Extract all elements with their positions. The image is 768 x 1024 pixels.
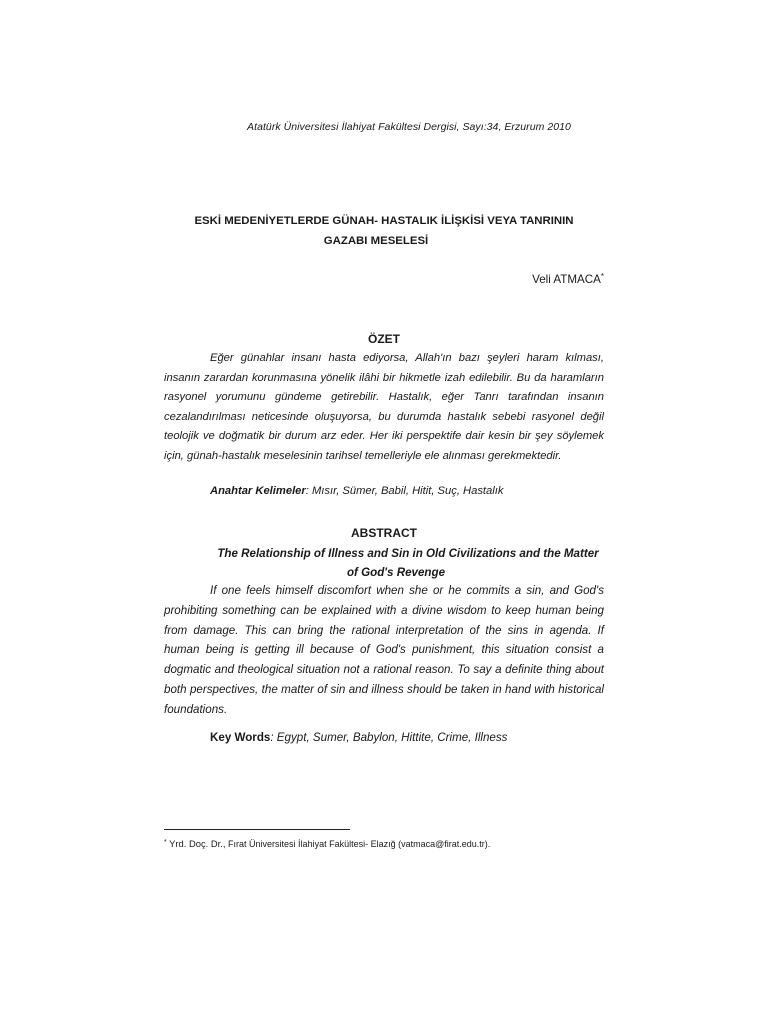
author-name <box>164 272 604 286</box>
footnote-prefix: Yrd. Doç. Dr., <box>166 838 229 849</box>
footnote-divider <box>164 829 350 830</box>
title-line-2: GAZABI MESELESİ <box>323 235 429 247</box>
abstract-paragraph: If one feels himself discomfort when she or he commits a sin, and God's prohibiting something can be explained with a divine wisdom to keep human being from damage. This can bring the rational interpretation of the sins in agenda. If human being is getting ill because of God's punishment, this situation consist a dogmatic and theological situation not a rational reason. To say a definite thing about both perspectives, the matter of sin and illness should be taken in hand with historical foundations. <box>164 584 604 716</box>
abstract-subtitle-line-1: The Relationship of Illness and Sin in Old Civilizations and the Matter <box>217 547 599 560</box>
journal-header: Atatürk Üniversitesi İlahiyat Fakültesi Dergisi, Sayı:34, Erzurum 2010 <box>247 121 571 133</box>
english-keywords-label: Key Words <box>210 731 271 744</box>
abstract-subtitle <box>164 544 604 582</box>
footnote-mark: * <box>164 839 167 846</box>
english-keywords <box>210 731 507 744</box>
title-line-1: ESKİ MEDENİYETLERDE GÜNAH- HASTALIK İLİŞKİSİ VEYA TANRININ <box>194 215 574 227</box>
article-title <box>164 211 604 251</box>
abstract-heading: ABSTRACT <box>351 526 417 540</box>
abstract-subtitle-line-2: of God's Revenge <box>346 566 446 579</box>
english-keywords-list: : Egypt, Sumer, Babylon, Hittite, Crime, Illness <box>270 731 508 744</box>
ozet-heading: ÖZET <box>368 332 400 346</box>
author-footnote-mark[interactable]: * <box>600 272 604 281</box>
author-name-text: Veli ATMACA <box>532 273 601 286</box>
turkish-keywords <box>210 485 503 497</box>
turkish-keywords-label: Anahtar Kelimeler <box>210 485 306 497</box>
footnote-affiliation: Fırat Üniversitesi İlahiyat Fakültesi- Elazığ (vatmaca@firat.edu.tr). <box>228 839 491 849</box>
author-footnote <box>164 838 490 849</box>
ozet-paragraph: Eğer günahlar insanı hasta ediyorsa, Allah'ın bazı şeyleri haram kılması, insanın zarardan korunmasına yönelik ilâhi bir hikmetle izah edilebilir. Bu da haramların rasyonel yorumunu gündeme getirebilir. Hastalık, eğer Tanrı tarafından insanın cezalandırılması neticesinde oluşuyorsa, bu durumda hastalık sebebi rasyonel değil teolojik ve doğmatik bir durum arz eder. Her iki perspektife dair kesin bir şey söylemek için, günah-hastalık meselesinin tarihsel temelleriyle ele alınması gerekmektedir. <box>164 352 604 462</box>
turkish-keywords-list: : Mısır, Sümer, Babil, Hitit, Suç, Hastalık <box>305 485 504 497</box>
